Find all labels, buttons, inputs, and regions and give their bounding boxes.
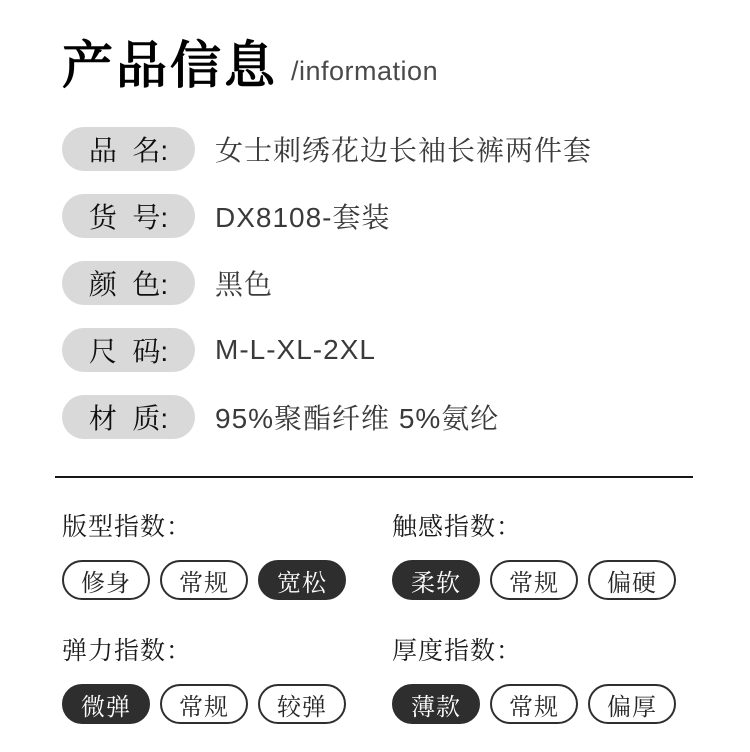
- option-pill-soft: 柔软: [392, 560, 480, 600]
- spec-label-color: 颜 色:: [62, 261, 195, 305]
- page-title: 产品信息: [62, 37, 279, 94]
- option-pill-high-stretch: 较弹: [258, 684, 346, 724]
- page-subtitle: /information: [291, 56, 439, 87]
- spec-label-material: 材 质:: [62, 395, 195, 439]
- spec-label-size: 尺 码:: [62, 328, 195, 372]
- spec-value-material: 95%聚酯纤维 5%氨纶: [215, 403, 500, 435]
- option-pill-thick: 偏厚: [588, 684, 676, 724]
- pill-row-stretch: [62, 684, 392, 724]
- pill-row-thickness: [392, 684, 700, 724]
- option-pill-regular-thickness: 常规: [490, 684, 578, 724]
- pill-row-touch: [392, 560, 700, 600]
- option-pill-hard: 偏硬: [588, 560, 676, 600]
- spec-label-item-number: 货 号:: [62, 194, 195, 238]
- index-block-fit: [62, 512, 392, 600]
- option-pill-regular-fit: 常规: [160, 560, 248, 600]
- spec-label-name: 品 名:: [62, 127, 195, 171]
- option-pill-thin: 薄款: [392, 684, 480, 724]
- index-block-thickness: [392, 636, 700, 724]
- option-pill-regular-stretch: 常规: [160, 684, 248, 724]
- index-title-fit: 版型指数：: [62, 513, 193, 542]
- page-header: [62, 38, 700, 93]
- index-block-touch: [392, 512, 700, 600]
- spec-row-color: [62, 261, 700, 305]
- option-pill-regular-touch: 常规: [490, 560, 578, 600]
- index-title-stretch: 弹力指数：: [62, 637, 193, 666]
- spec-value-size: M-L-XL-2XL: [215, 334, 376, 366]
- spec-row-size: [62, 328, 700, 372]
- spec-row-material: [62, 395, 700, 439]
- spec-value-color: 黑色: [215, 269, 274, 301]
- index-block-stretch: [62, 636, 392, 724]
- spec-list: [62, 127, 700, 439]
- option-pill-slight-stretch: 微弹: [62, 684, 150, 724]
- option-pill-loose: 宽松: [258, 560, 346, 600]
- pill-row-fit: [62, 560, 392, 600]
- index-title-thickness: 厚度指数：: [392, 637, 523, 666]
- index-grid: [62, 512, 700, 724]
- spec-row-name: [62, 127, 700, 171]
- spec-row-item-number: [62, 194, 700, 238]
- index-title-touch: 触感指数：: [392, 513, 523, 542]
- section-divider: [55, 476, 693, 478]
- spec-value-name: 女士刺绣花边长袖长裤两件套: [215, 135, 593, 167]
- option-pill-slim: 修身: [62, 560, 150, 600]
- spec-value-item-number: DX8108-套装: [215, 202, 391, 234]
